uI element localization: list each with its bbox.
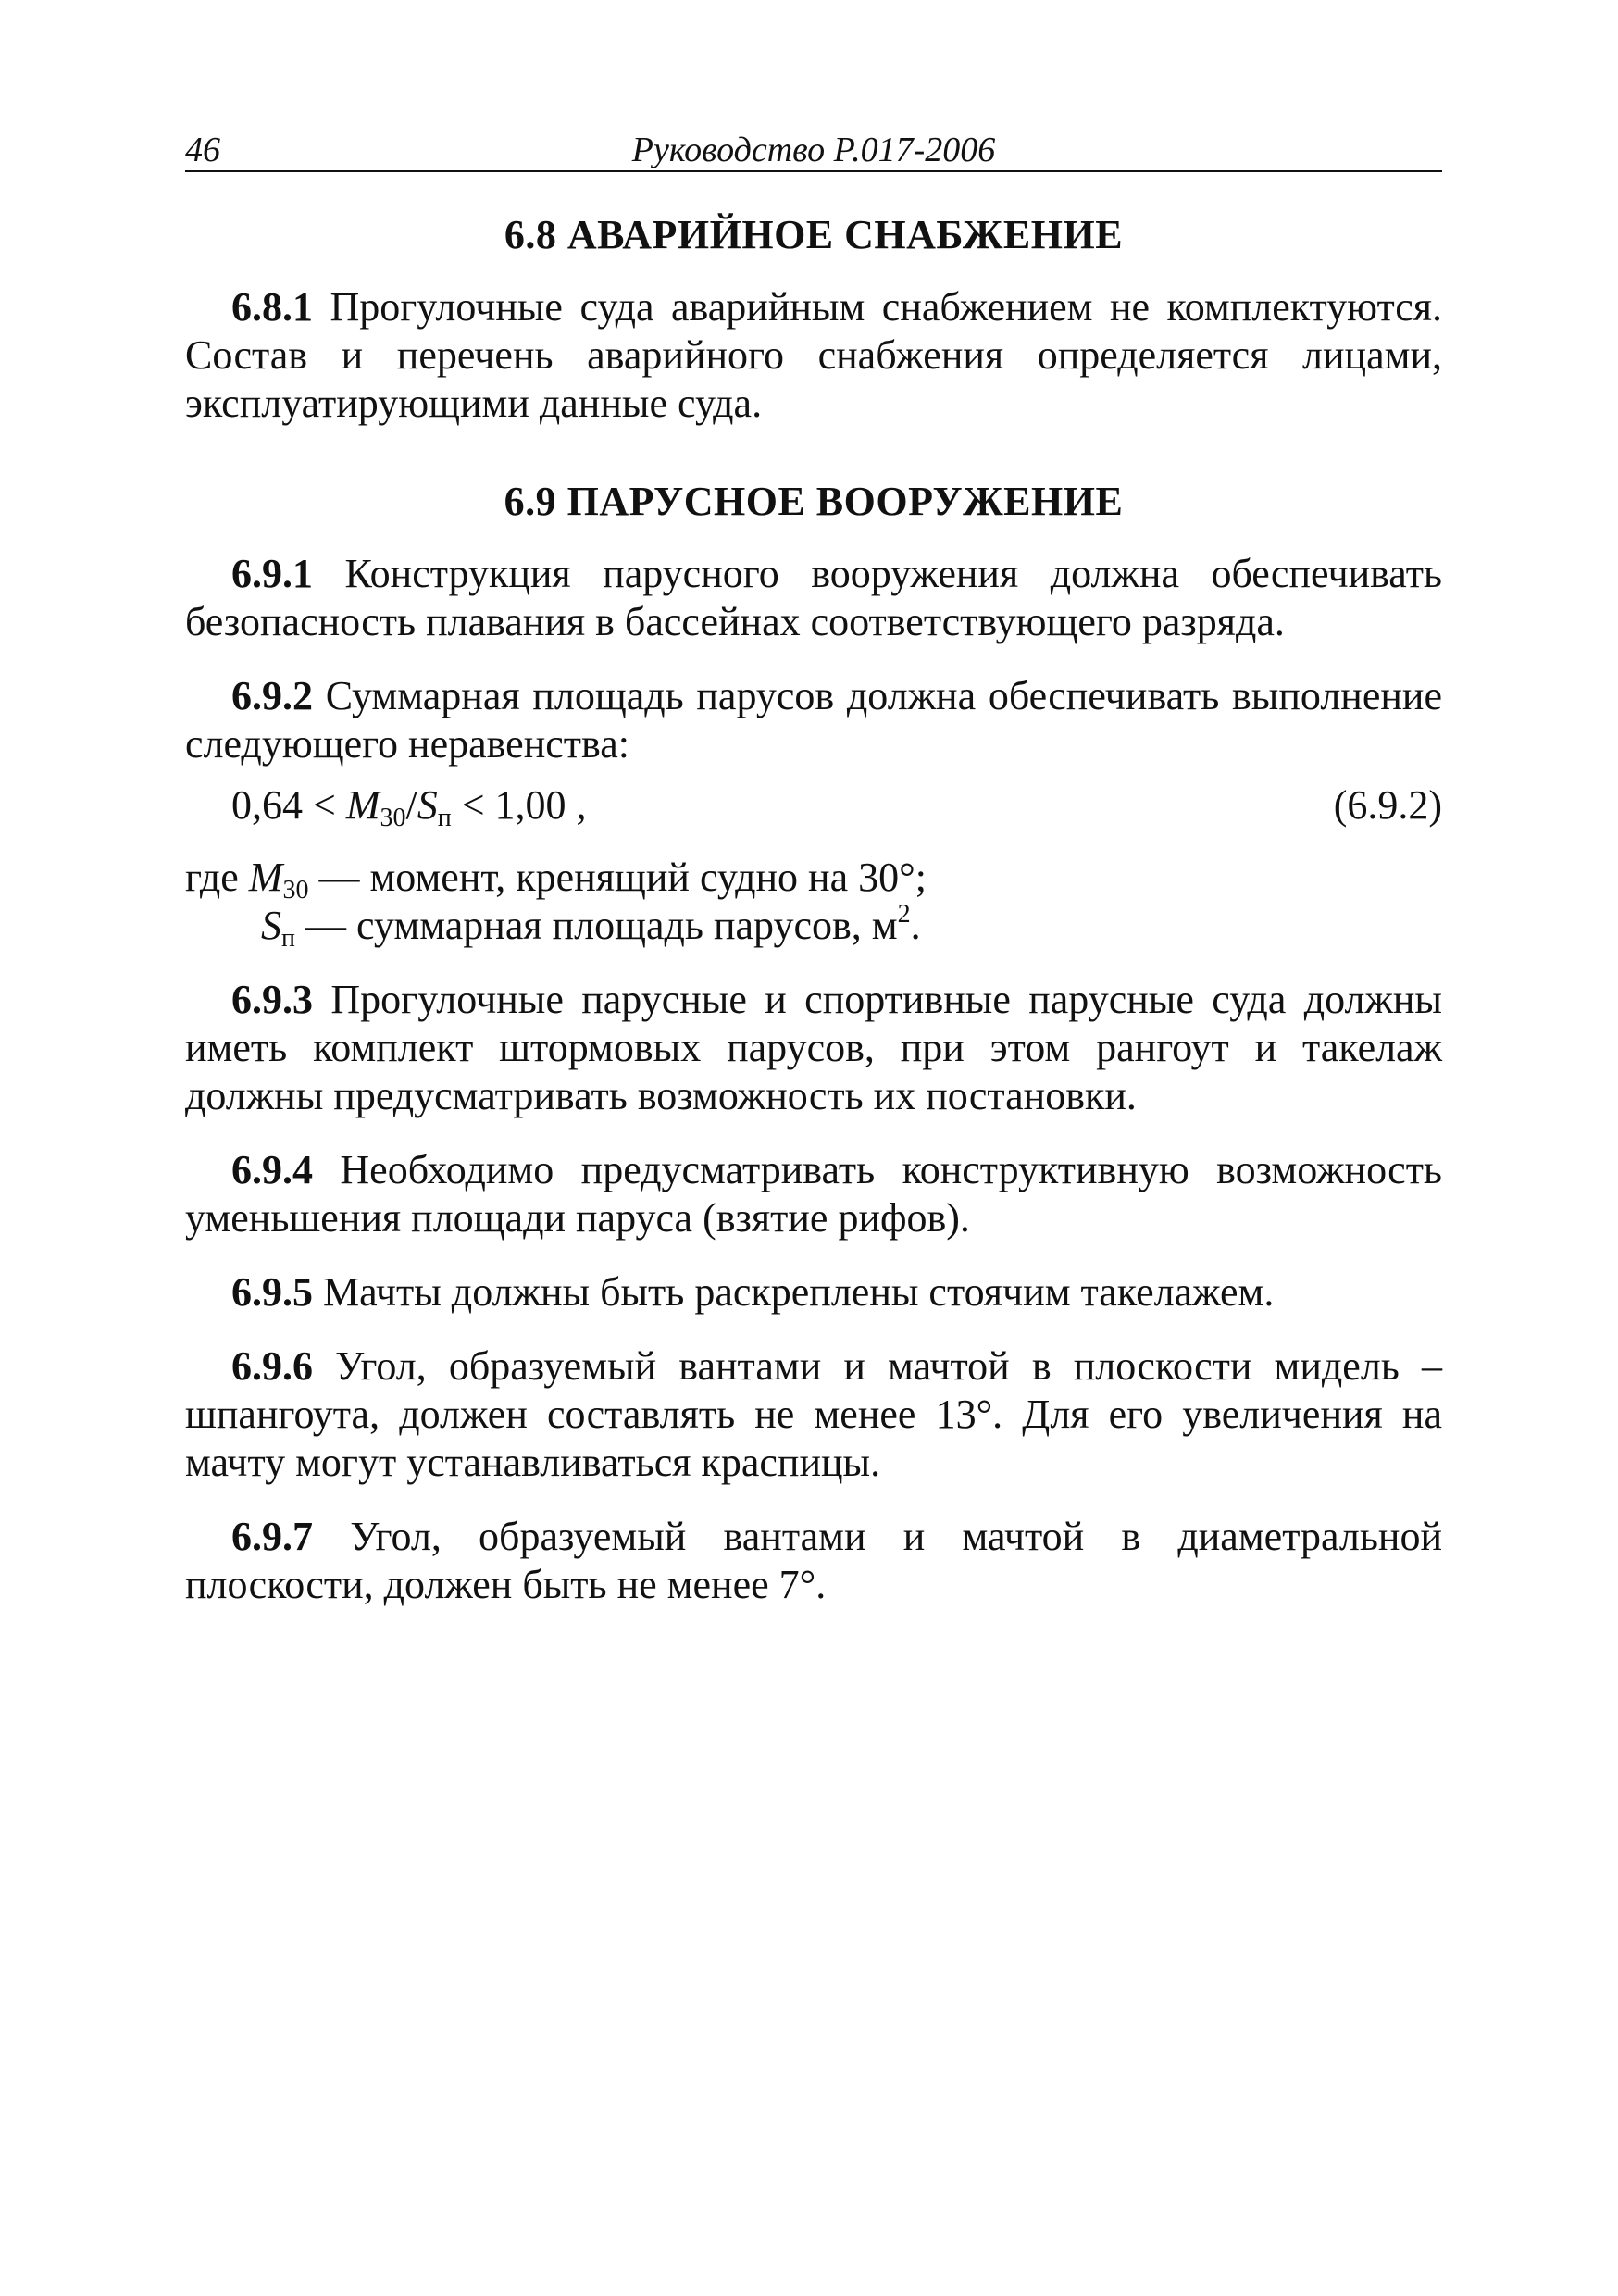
definition-sp [185,900,1442,953]
definition-end: . [910,903,921,948]
formula-right: < 1,00 , [451,782,587,828]
paragraph-number: 6.9.7 [231,1514,313,1559]
formula-left: 0,64 < [231,782,346,828]
formula-s-sub: п [437,804,452,832]
document-title: Руководство Р.017-2006 [631,131,996,169]
paragraph-6-8-1 [185,283,1442,428]
section-6-8-heading: 6.8 АВАРИЙНОЕ СНАБЖЕНИЕ [504,212,1124,257]
paragraph-text: Прогулочные парусные и спортивные парусные суда должны иметь комплект штормовых парусов, при этом рангоут и такелаж должны предусматривать возможность их постановки. [185,977,1442,1118]
paragraph-text: Необходимо предусматривать конструктивную возможность уменьшения площади паруса (взятие рифов). [185,1147,1442,1241]
document-page [185,130,1442,1609]
definition-m-var: M [248,855,283,900]
paragraph-text: Прогулочные суда аварийным снабжением не комплектуются. Состав и перечень аварийного снабжения определяется лицами, эксплуатирующими данные суда. [185,284,1442,426]
formula-s-var: S [417,782,438,828]
definition-unit-sup: 2 [897,900,911,929]
paragraph-text: Конструкция парусного вооружения должна обеспечивать безопасность плавания в бассейнах соответствующего разряда. [185,551,1442,644]
running-header [185,130,1442,172]
section-6-9-heading: 6.9 ПАРУСНОЕ ВООРУЖЕНИЕ [504,479,1124,524]
paragraph-6-9-6 [185,1342,1442,1487]
paragraph-6-9-1 [185,550,1442,646]
paragraph-number: 6.8.1 [231,284,313,330]
paragraph-number: 6.9.4 [231,1147,313,1192]
definition-s-var: S [261,903,281,948]
definition-m30 [185,854,1442,905]
definition-prefix: где [185,855,249,900]
definition-s-text: — суммарная площадь парусов, м [294,903,898,948]
paragraph-number: 6.9.3 [231,977,313,1022]
page-number: 46 [185,131,220,169]
paragraph-number: 6.9.6 [231,1343,313,1389]
formula-definitions [185,854,1442,953]
paragraph-text: Суммарная площадь парусов должна обеспечивать выполнение следующего неравенства: [185,673,1442,767]
formula-6-9-2 [185,778,1442,833]
paragraph-number: 6.9.5 [231,1269,313,1315]
equation-number: (6.9.2) [1333,782,1442,828]
definition-m-sub: 30 [282,876,309,905]
definition-s-sub: п [281,924,295,953]
formula-m-sub: 30 [380,804,406,832]
paragraph-6-9-4 [185,1146,1442,1242]
paragraph-6-9-2 [185,672,1442,768]
inequality-formula [231,778,587,833]
definition-m-text: — момент, кренящий судно на 30°; [308,855,927,900]
paragraph-text: Мачты должны быть раскреплены стоячим такелажем. [313,1269,1275,1315]
paragraph-text: Угол, образуемый вантами и мачтой в диаметральной плоскости, должен быть не менее 7°. [185,1514,1442,1607]
paragraph-number: 6.9.1 [231,551,313,596]
formula-m-var: M [345,782,380,828]
paragraph-text: Угол, образуемый вантами и мачтой в плоскости мидель – шпангоута, должен составлять не менее 13°. Для его увеличения на мачту могут устанавливаться краспицы. [185,1343,1442,1485]
paragraph-6-9-5 [185,1268,1442,1316]
formula-slash: / [405,782,417,828]
paragraph-6-9-7 [185,1513,1442,1609]
paragraph-6-9-3 [185,976,1442,1120]
paragraph-number: 6.9.2 [231,673,313,718]
